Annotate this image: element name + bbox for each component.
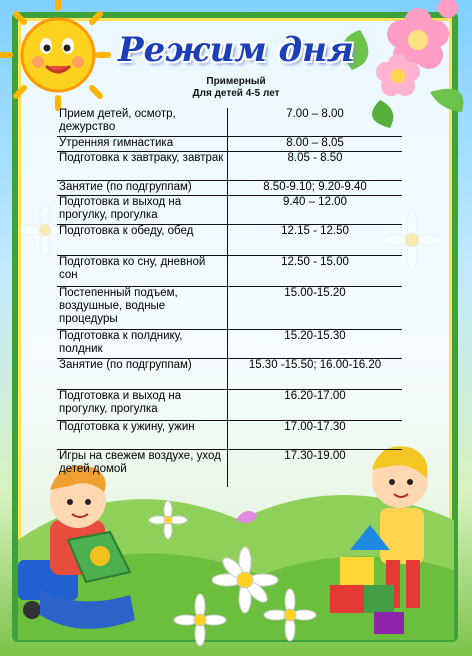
table-row (57, 225, 402, 256)
time-cell: 9.40 – 12.00 (228, 196, 403, 225)
table-row (57, 450, 402, 488)
activity-cell: Постепенный подъем, воздушные, водные процедуры (57, 287, 228, 330)
subtitle-approx: Примерный (206, 76, 266, 87)
table-row (57, 390, 402, 421)
time-cell: 8.50-9.10; 9.20-9.40 (228, 181, 403, 196)
time-cell: 12.50 - 15.00 (228, 256, 403, 287)
table-row (57, 108, 402, 137)
time-cell: 7.00 – 8.00 (228, 108, 403, 137)
page-title: Режим дня (118, 30, 354, 70)
time-cell: 12.15 - 12.50 (228, 225, 403, 256)
time-cell: 15.00-15.20 (228, 287, 403, 330)
time-cell: 17.30-19.00 (228, 450, 403, 488)
activity-cell: Занятие (по подгруппам) (57, 181, 228, 196)
activity-cell: Подготовка ко сну, дневной сон (57, 256, 228, 287)
activity-cell: Подготовка и выход на прогулку, прогулка (57, 390, 228, 421)
time-cell: 15.20-15.30 (228, 330, 403, 359)
activity-cell: Прием детей, осмотр, дежурство (57, 108, 228, 137)
activity-cell: Игры на свежем воздухе, уход детей домой (59, 450, 221, 475)
time-cell: 8.00 – 8.05 (228, 137, 403, 152)
activity-cell: Подготовка к ужину, ужин (57, 421, 228, 450)
table-row (57, 287, 402, 330)
activity-cell: Подготовка и выход на прогулку, прогулка (57, 196, 228, 225)
activity-cell: Подготовка к обеду, обед (57, 225, 228, 256)
table-row (57, 181, 402, 196)
table-row (57, 330, 402, 359)
time-cell: 17.00-17.30 (228, 421, 403, 450)
time-cell: 15.30 -15.50; 16.00-16.20 (228, 359, 403, 390)
time-cell: 8.05 - 8.50 (228, 152, 403, 181)
table-row (57, 196, 402, 225)
activity-cell: Подготовка к полднику, полдник (57, 330, 228, 359)
activity-cell: Подготовка к завтраку, завтрак (57, 152, 228, 181)
time-cell: 16.20-17.00 (228, 390, 403, 421)
table-row (57, 421, 402, 450)
subtitle-age: Для детей 4-5 лет (192, 88, 280, 99)
schedule-table (57, 108, 402, 487)
table-row (57, 137, 402, 152)
table-row (57, 152, 402, 181)
activity-cell: Занятие (по подгруппам) (57, 359, 228, 390)
table-row (57, 359, 402, 390)
table-row (57, 256, 402, 287)
activity-cell: Утренняя гимнастика (57, 137, 228, 152)
